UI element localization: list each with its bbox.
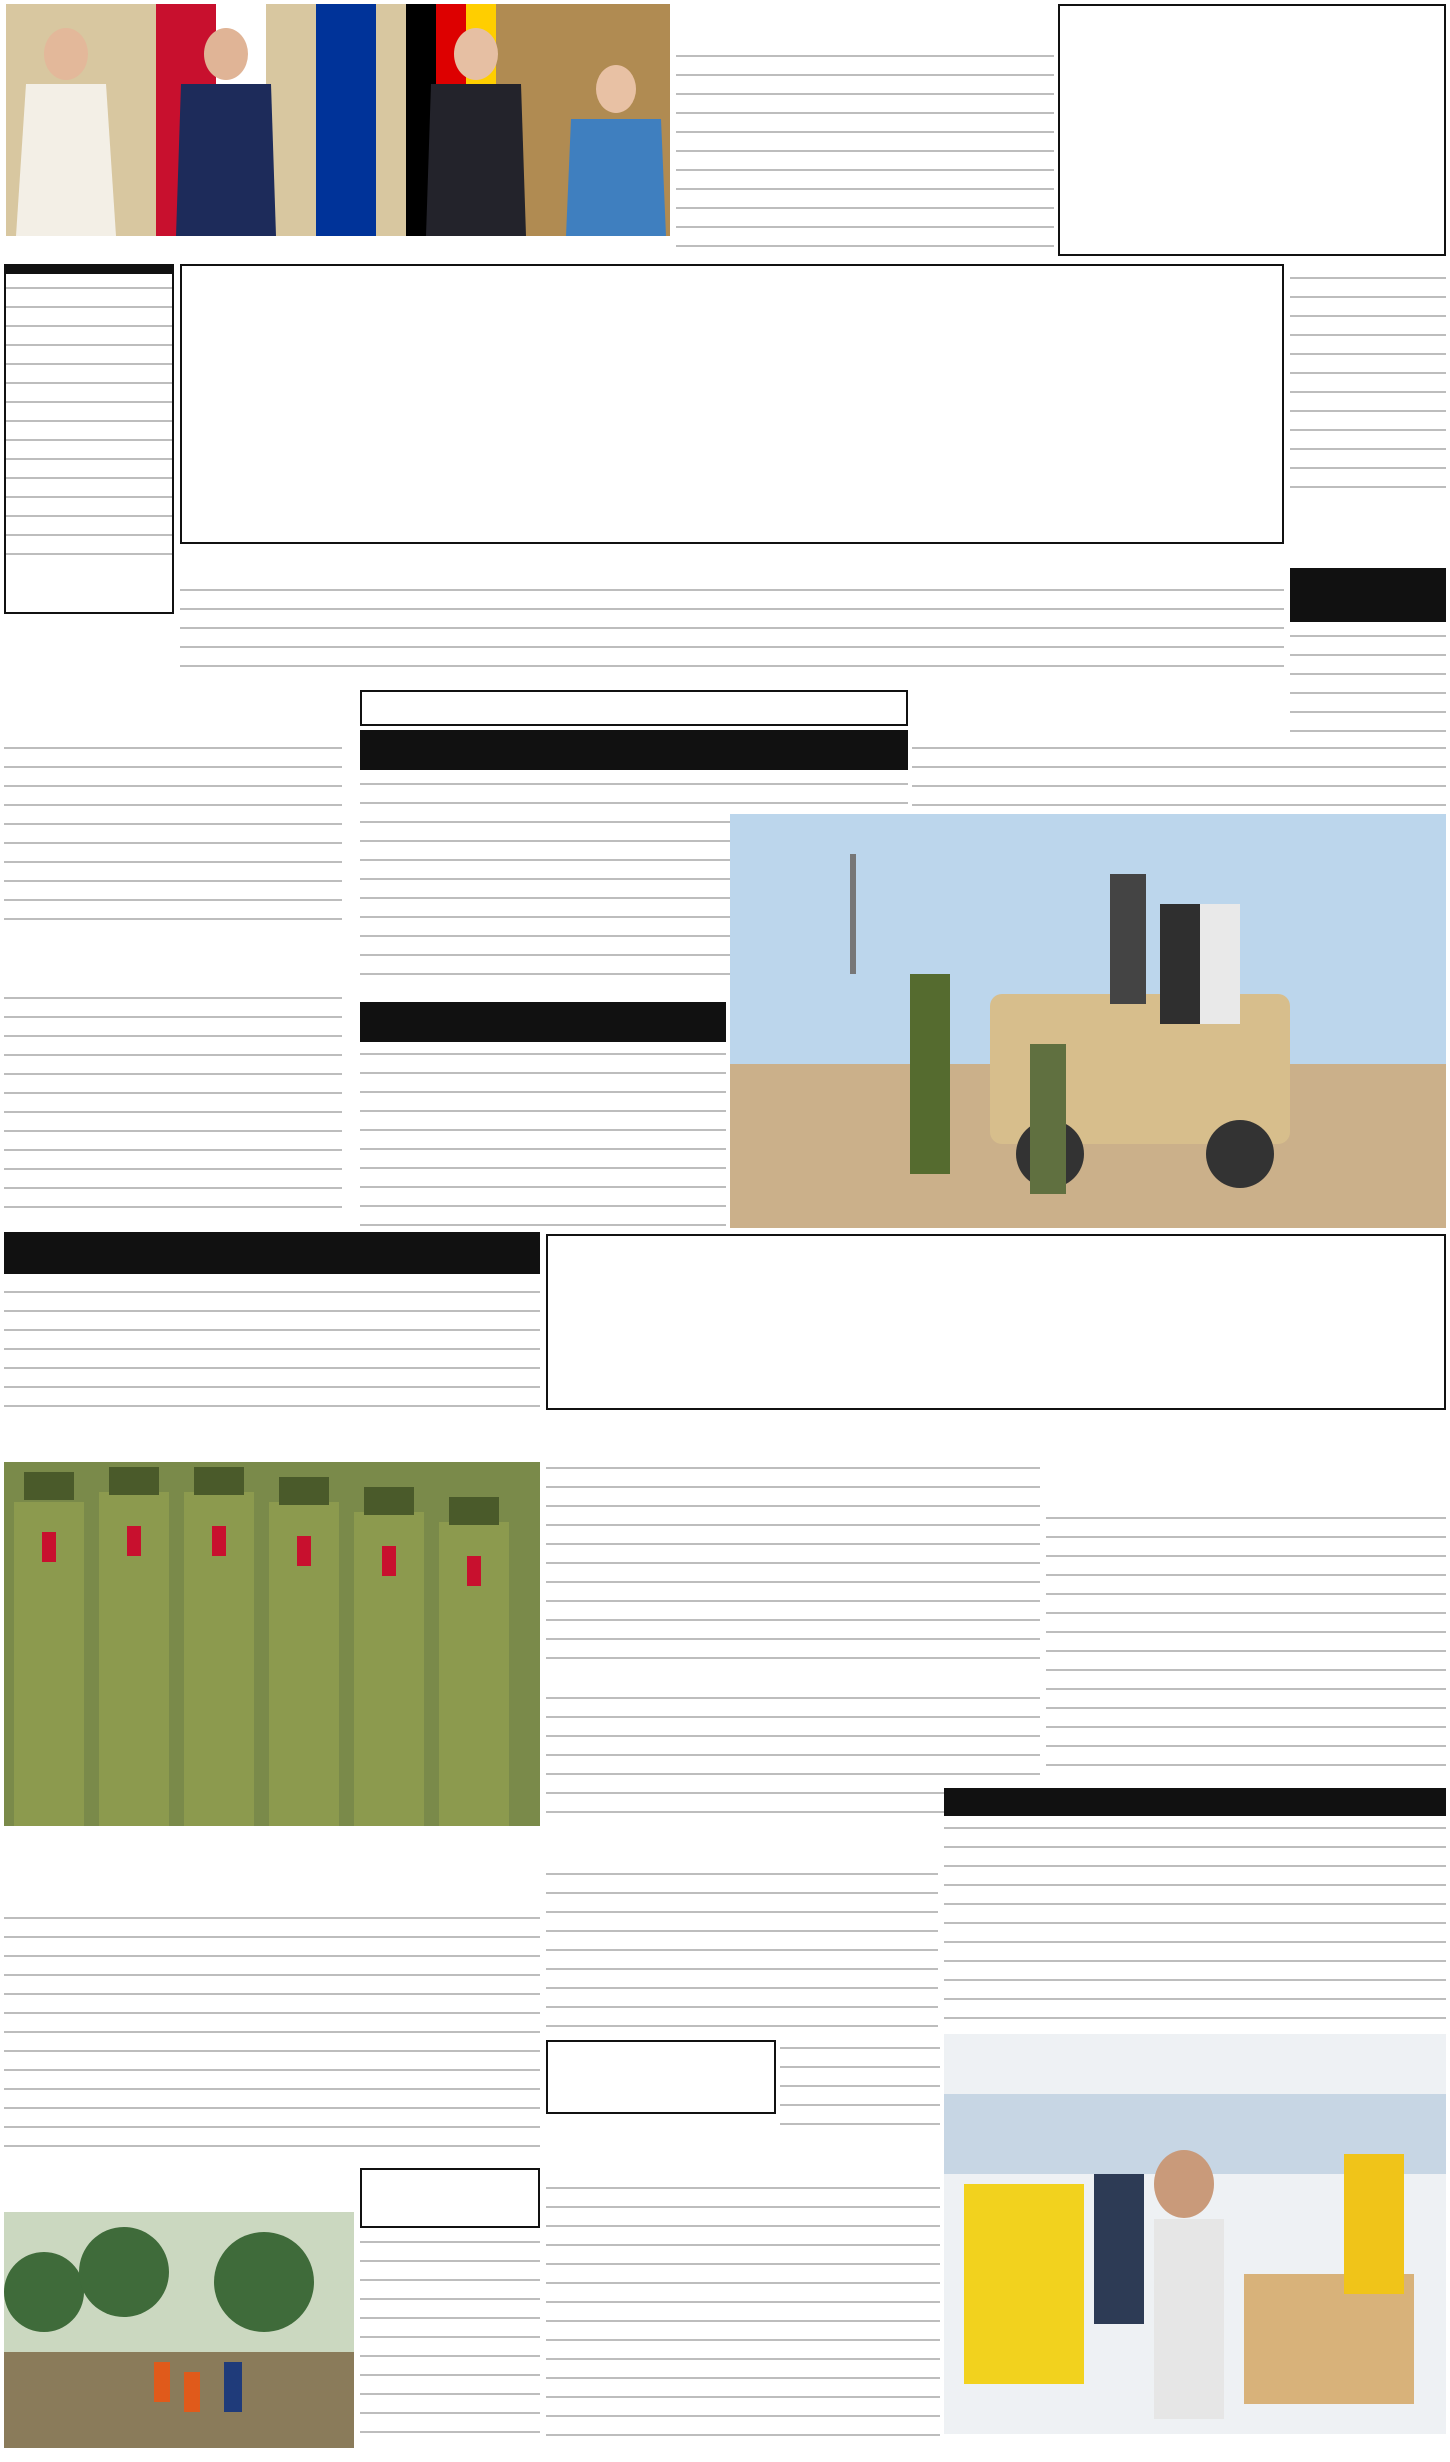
lead-body xyxy=(180,582,1284,682)
taliban-control-box xyxy=(360,2168,540,2228)
qunduz-body xyxy=(4,990,342,1220)
philippines-photo xyxy=(4,2212,354,2448)
indonesia-photo xyxy=(4,1462,540,1826)
china-hackers-body xyxy=(4,740,342,930)
medicine-body xyxy=(780,2040,940,2130)
masks-photo xyxy=(944,2034,1446,2434)
royal-visit-photo xyxy=(6,4,670,236)
lead-headline-box xyxy=(180,264,1284,544)
side-news-1 xyxy=(1290,264,1446,554)
taliban-photo xyxy=(730,814,1446,1228)
philippines-image xyxy=(4,2212,354,2448)
top-story-body xyxy=(676,48,1054,254)
morocco-body xyxy=(546,1866,938,2036)
iran-headline xyxy=(360,730,908,770)
corona-body xyxy=(360,1046,726,1226)
palestine-headline xyxy=(944,1788,1446,1816)
turkey-body xyxy=(546,1460,1040,1660)
side-news-2-headline xyxy=(6,266,172,274)
iran-small-headline xyxy=(360,690,908,726)
side-news-3-headline xyxy=(1290,568,1446,622)
taliban-control-body xyxy=(360,2234,540,2444)
taliban-image xyxy=(730,814,1446,1228)
qatar-body xyxy=(4,1910,540,2160)
turkey-left-body xyxy=(4,1284,540,1414)
side-news-1-body xyxy=(1290,270,1446,490)
masks-image xyxy=(944,2034,1446,2434)
medicine-headline xyxy=(548,2042,774,2050)
masthead xyxy=(1058,4,1446,256)
palestine-body xyxy=(944,1820,1446,2030)
taliban-control-headline xyxy=(362,2170,538,2178)
turkey-left xyxy=(4,1232,540,1458)
saudi-spy-body xyxy=(912,740,1446,810)
turkey-headline-box xyxy=(546,1234,1446,1410)
corona-stats xyxy=(360,1002,726,1042)
turkey-left-headline xyxy=(4,1232,540,1274)
sudan-body xyxy=(546,2180,940,2440)
side-news-2-body xyxy=(6,280,172,560)
medicine-box xyxy=(546,2040,776,2114)
royal-visit-image xyxy=(6,4,670,236)
side-news-2 xyxy=(4,264,174,614)
vaccine-body xyxy=(1046,1510,1446,1770)
indonesia-image xyxy=(4,1462,540,1826)
